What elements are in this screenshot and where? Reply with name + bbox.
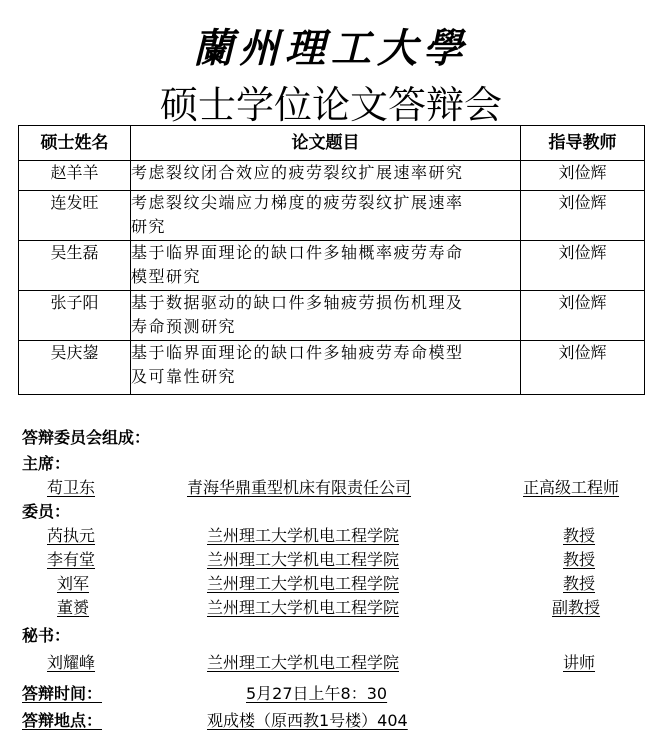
student-name: 张子阳: [19, 291, 131, 341]
defense-schedule-table: [18, 125, 645, 395]
advisor-name: 刘俭辉: [521, 291, 645, 341]
member-organization: 兰州理工大学机电工程学院: [207, 574, 400, 593]
header-advisor: 指导教师: [521, 126, 645, 161]
member-title: 副教授: [552, 598, 601, 617]
student-name: 吴生磊: [19, 241, 131, 291]
defense-time-value: 5月27日上午8：30: [246, 684, 388, 703]
member-title: 教授: [563, 526, 596, 545]
thesis-title-line: 研究: [131, 217, 167, 236]
member-name: 芮执元: [47, 526, 96, 545]
table-row: [19, 161, 645, 191]
member-name: 刘军: [57, 574, 90, 593]
thesis-title-line: 考虑裂纹尖端应力梯度的疲劳裂纹扩展速率: [131, 193, 464, 212]
defense-time-label: 答辩时间：: [22, 684, 103, 703]
header-student-name: 硕士姓名: [19, 126, 131, 161]
defense-place-value: 观成楼（原西教1号楼）404: [207, 711, 408, 730]
table-header-row: [19, 126, 645, 161]
student-name: 赵羊羊: [19, 161, 131, 191]
student-name: 连发旺: [19, 191, 131, 241]
committee-heading: 答辩委员会组成：: [22, 428, 151, 447]
thesis-title: [131, 191, 521, 241]
chair-label: 主席：: [22, 454, 71, 473]
student-name: 吴庆鋆: [19, 341, 131, 395]
thesis-title-line: 寿命预测研究: [131, 317, 237, 336]
advisor-name: 刘俭辉: [521, 341, 645, 395]
thesis-title-line: 基于数据驱动的缺口件多轴疲劳损伤机理及: [131, 293, 464, 312]
header-thesis-title: 论文题目: [131, 126, 521, 161]
advisor-name: 刘俭辉: [521, 161, 645, 191]
secretary-label: 秘书：: [22, 626, 71, 645]
thesis-title-line: 模型研究: [131, 267, 202, 286]
thesis-title: [131, 241, 521, 291]
chair-title: 正高级工程师: [523, 478, 620, 497]
table-row: [19, 341, 645, 395]
defense-place-label: 答辩地点：: [22, 711, 103, 730]
table-row: [19, 191, 645, 241]
chair-organization: 青海华鼎重型机床有限责任公司: [187, 478, 412, 497]
advisor-name: 刘俭辉: [521, 241, 645, 291]
secretary-organization: 兰州理工大学机电工程学院: [207, 653, 400, 672]
thesis-title-line: 考虑裂纹闭合效应的疲劳裂纹扩展速率研究: [131, 163, 464, 182]
member-organization: 兰州理工大学机电工程学院: [207, 550, 400, 569]
thesis-title-line: 基于临界面理论的缺口件多轴概率疲劳寿命: [131, 243, 464, 262]
secretary-name: 刘耀峰: [47, 653, 96, 672]
table-row: [19, 291, 645, 341]
advisor-name: 刘俭辉: [521, 191, 645, 241]
secretary-title: 讲师: [563, 653, 596, 672]
member-organization: 兰州理工大学机电工程学院: [207, 526, 400, 545]
thesis-title-line: 基于临界面理论的缺口件多轴疲劳寿命模型: [131, 343, 464, 362]
thesis-title-line: 及可靠性研究: [131, 367, 237, 386]
thesis-title: [131, 291, 521, 341]
member-organization: 兰州理工大学机电工程学院: [207, 598, 400, 617]
thesis-title: [131, 341, 521, 395]
table-row: [19, 241, 645, 291]
member-name: 李有堂: [47, 550, 96, 569]
page-title: 硕士学位论文答辩会: [159, 83, 502, 127]
university-logo: 蘭州理工大學: [193, 25, 469, 72]
member-title: 教授: [563, 550, 596, 569]
member-title: 教授: [563, 574, 596, 593]
chair-name: 苟卫东: [47, 478, 96, 497]
member-name: 董赟: [57, 598, 90, 617]
members-label: 委员：: [22, 502, 71, 521]
thesis-title: [131, 161, 521, 191]
